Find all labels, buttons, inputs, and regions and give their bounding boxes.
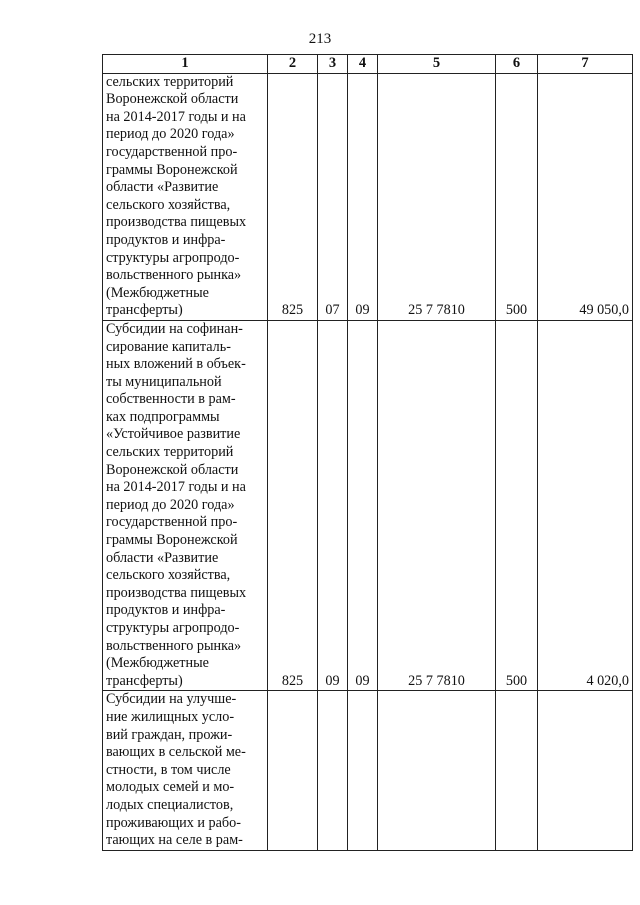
row-grbs: 825 bbox=[268, 73, 318, 320]
row-description: Субсидии на софинан- сирование капиталь- ных вложений в объек- ты муниципальной собственности в рам- ках подпрограммы «Устойчивое развитие сельских территорий Воронежской области на 2014-2017 годы и на период до 2020 года» государственной про- граммы Воронежской области «Развитие сельского хозяйства, производства пищевых продуктов и инфра- структуры агропродо- вольственного рынка» (Межбюджетные трансферты) bbox=[103, 320, 268, 690]
row-rz: 07 bbox=[318, 73, 348, 320]
header-col-7: 7 bbox=[538, 55, 633, 74]
row-csr bbox=[378, 691, 496, 850]
header-col-5: 5 bbox=[378, 55, 496, 74]
row-rz bbox=[318, 691, 348, 850]
row-grbs bbox=[268, 691, 318, 850]
table-row bbox=[103, 320, 633, 690]
row-csr: 25 7 7810 bbox=[378, 73, 496, 320]
header-col-4: 4 bbox=[348, 55, 378, 74]
header-col-6: 6 bbox=[496, 55, 538, 74]
header-col-1: 1 bbox=[103, 55, 268, 74]
table-row bbox=[103, 73, 633, 320]
row-pr bbox=[348, 691, 378, 850]
row-sum: 4 020,0 bbox=[538, 320, 633, 690]
row-vr bbox=[496, 691, 538, 850]
table-row bbox=[103, 691, 633, 850]
header-col-2: 2 bbox=[268, 55, 318, 74]
row-csr: 25 7 7810 bbox=[378, 320, 496, 690]
row-vr: 500 bbox=[496, 320, 538, 690]
budget-table bbox=[102, 54, 633, 851]
row-pr: 09 bbox=[348, 320, 378, 690]
row-description: Субсидии на улучше- ние жилищных усло- вий граждан, прожи- вающих в сельской ме- стности, в том числе молодых семей и мо- лодых специалистов, проживающих и рабо- тающих на селе в рам- bbox=[103, 691, 268, 850]
row-description: сельских территорий Воронежской области на 2014-2017 годы и на период до 2020 года» государственной про- граммы Воронежской области «Развитие сельского хозяйства, производства пищевых продуктов и инфра- структуры агропродо- вольственного рынка» (Межбюджетные трансферты) bbox=[103, 73, 268, 320]
header-col-3: 3 bbox=[318, 55, 348, 74]
page-number: 213 bbox=[308, 31, 332, 47]
header-row bbox=[103, 55, 633, 74]
row-pr: 09 bbox=[348, 73, 378, 320]
row-sum bbox=[538, 691, 633, 850]
row-rz: 09 bbox=[318, 320, 348, 690]
row-grbs: 825 bbox=[268, 320, 318, 690]
row-sum: 49 050,0 bbox=[538, 73, 633, 320]
row-vr: 500 bbox=[496, 73, 538, 320]
